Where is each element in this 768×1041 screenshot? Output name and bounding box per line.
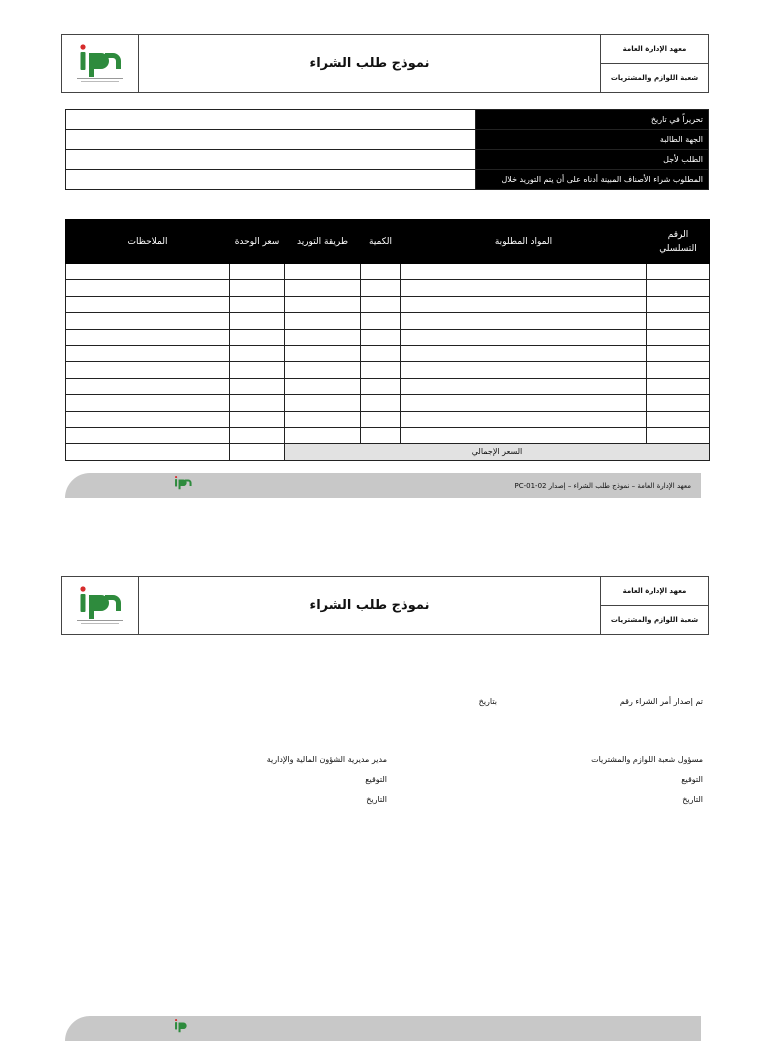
cell-notes[interactable] <box>66 378 230 394</box>
info-row <box>66 130 709 150</box>
table-row <box>66 362 710 378</box>
items-table <box>65 219 710 461</box>
org-name: معهد الإدارة العامة <box>601 35 708 64</box>
org-name: معهد الإدارة العامة <box>601 577 708 606</box>
cell-materials[interactable] <box>401 427 647 443</box>
cell-method[interactable] <box>285 362 361 378</box>
cell-unit-price[interactable] <box>230 280 285 296</box>
cell-serial[interactable] <box>647 264 710 280</box>
info-value-delivery[interactable] <box>66 170 476 190</box>
cell-method[interactable] <box>285 264 361 280</box>
request-info-table <box>65 109 709 190</box>
ipa-logo <box>62 35 139 92</box>
cell-serial[interactable] <box>647 378 710 394</box>
total-notes-value[interactable] <box>66 444 230 460</box>
org-division: شعبة اللوازم والمشتريات <box>610 616 699 624</box>
cell-quantity[interactable] <box>361 411 401 427</box>
info-value-department[interactable] <box>66 130 476 150</box>
info-row <box>66 170 709 190</box>
org-division: شعبة اللوازم والمشتريات <box>610 74 699 82</box>
page-footer <box>65 473 701 498</box>
col-method: طريقة التوريد <box>285 220 361 264</box>
col-quantity: الكمية <box>361 220 401 264</box>
cell-quantity[interactable] <box>361 362 401 378</box>
info-label-delivery: المطلوب شراء الأصناف المبينة أدناه على أن يتم التوريد خلال <box>476 170 709 190</box>
cell-quantity[interactable] <box>361 395 401 411</box>
cell-method[interactable] <box>285 395 361 411</box>
ipa-logo-icon <box>73 42 127 86</box>
cell-quantity[interactable] <box>361 345 401 361</box>
cell-materials[interactable] <box>401 362 647 378</box>
table-row <box>66 280 710 296</box>
cell-unit-price[interactable] <box>230 345 285 361</box>
info-value-purpose[interactable] <box>66 150 476 170</box>
table-row <box>66 378 710 394</box>
cell-method[interactable] <box>285 411 361 427</box>
footer-logo-icon <box>172 1017 194 1037</box>
cell-method[interactable] <box>285 378 361 394</box>
finance-director-title: مدير مديرية الشؤون المالية والإدارية <box>266 755 387 764</box>
table-row <box>66 264 710 280</box>
cell-unit-price[interactable] <box>230 427 285 443</box>
page-title: نموذج طلب الشراء <box>139 577 601 634</box>
cell-unit-price[interactable] <box>230 362 285 378</box>
cell-method[interactable] <box>285 313 361 329</box>
order-date-label: بتاريخ <box>478 697 497 706</box>
page-footer-page2 <box>65 1016 701 1041</box>
cell-materials[interactable] <box>401 345 647 361</box>
cell-notes[interactable] <box>66 329 230 345</box>
cell-notes[interactable] <box>66 345 230 361</box>
cell-serial[interactable] <box>647 345 710 361</box>
col-serial: الرقم التسلسلي <box>647 220 710 264</box>
info-row <box>66 110 709 130</box>
procurement-signature-label: التوقيع <box>681 775 703 784</box>
cell-notes[interactable] <box>66 395 230 411</box>
cell-quantity[interactable] <box>361 313 401 329</box>
col-materials: المواد المطلوبة <box>401 220 647 264</box>
cell-materials[interactable] <box>401 395 647 411</box>
cell-notes[interactable] <box>66 313 230 329</box>
cell-serial[interactable] <box>647 395 710 411</box>
cell-materials[interactable] <box>401 280 647 296</box>
cell-notes[interactable] <box>66 280 230 296</box>
cell-serial[interactable] <box>647 329 710 345</box>
info-label-date: تحريراً في تاريخ <box>476 110 709 130</box>
total-price-label: السعر الإجمالي <box>285 444 710 460</box>
cell-unit-price[interactable] <box>230 411 285 427</box>
cell-quantity[interactable] <box>361 296 401 312</box>
cell-serial[interactable] <box>647 296 710 312</box>
items-body <box>66 264 710 461</box>
cell-serial[interactable] <box>647 427 710 443</box>
procurement-date-label: التاريخ <box>682 795 703 804</box>
ipa-logo-icon <box>73 584 127 628</box>
cell-materials[interactable] <box>401 264 647 280</box>
table-row <box>66 329 710 345</box>
cell-method[interactable] <box>285 296 361 312</box>
table-row <box>66 427 710 443</box>
cell-serial[interactable] <box>647 280 710 296</box>
items-header-row <box>66 220 710 264</box>
table-row <box>66 395 710 411</box>
document-header <box>61 34 709 93</box>
col-unit-price: سعر الوحدة <box>230 220 285 264</box>
cell-notes[interactable] <box>66 411 230 427</box>
cell-unit-price[interactable] <box>230 296 285 312</box>
cell-materials[interactable] <box>401 296 647 312</box>
info-value-date[interactable] <box>66 110 476 130</box>
order-issued-label: تم إصدار أمر الشراء رقم <box>619 697 703 706</box>
cell-quantity[interactable] <box>361 280 401 296</box>
ipa-logo <box>62 577 139 634</box>
table-row <box>66 411 710 427</box>
cell-serial[interactable] <box>647 313 710 329</box>
org-block <box>601 35 708 92</box>
cell-serial[interactable] <box>647 411 710 427</box>
cell-quantity[interactable] <box>361 427 401 443</box>
finance-signature-label: التوقيع <box>365 775 387 784</box>
cell-materials[interactable] <box>401 378 647 394</box>
info-row <box>66 150 709 170</box>
cell-quantity[interactable] <box>361 264 401 280</box>
cell-method[interactable] <box>285 280 361 296</box>
document-header-page2 <box>61 576 709 635</box>
cell-materials[interactable] <box>401 329 647 345</box>
cell-materials[interactable] <box>401 411 647 427</box>
cell-notes[interactable] <box>66 362 230 378</box>
cell-quantity[interactable] <box>361 378 401 394</box>
info-label-purpose: الطلب لأجل <box>476 150 709 170</box>
table-row <box>66 296 710 312</box>
cell-method[interactable] <box>285 345 361 361</box>
cell-method[interactable] <box>285 427 361 443</box>
page-title: نموذج طلب الشراء <box>139 35 601 92</box>
table-row <box>66 313 710 329</box>
cell-unit-price[interactable] <box>230 395 285 411</box>
cell-unit-price[interactable] <box>230 329 285 345</box>
col-notes: الملاحظات <box>66 220 230 264</box>
table-row <box>66 345 710 361</box>
footer-logo-icon <box>172 474 194 494</box>
cell-serial[interactable] <box>647 362 710 378</box>
cell-notes[interactable] <box>66 427 230 443</box>
cell-notes[interactable] <box>66 296 230 312</box>
total-row <box>66 444 710 460</box>
cell-unit-price[interactable] <box>230 378 285 394</box>
total-price-value[interactable] <box>230 444 285 460</box>
cell-materials[interactable] <box>401 313 647 329</box>
finance-date-label: التاريخ <box>366 795 387 804</box>
cell-unit-price[interactable] <box>230 264 285 280</box>
cell-quantity[interactable] <box>361 329 401 345</box>
procurement-officer-title: مسؤول شعبة اللوازم والمشتريات <box>591 755 703 764</box>
org-block <box>601 577 708 634</box>
footer-text: معهد الإدارة العامة – نموذج طلب الشراء – إصدار 02-01-PC <box>514 481 691 490</box>
cell-unit-price[interactable] <box>230 313 285 329</box>
cell-method[interactable] <box>285 329 361 345</box>
cell-notes[interactable] <box>66 264 230 280</box>
info-label-department: الجهة الطالبة <box>476 130 709 150</box>
